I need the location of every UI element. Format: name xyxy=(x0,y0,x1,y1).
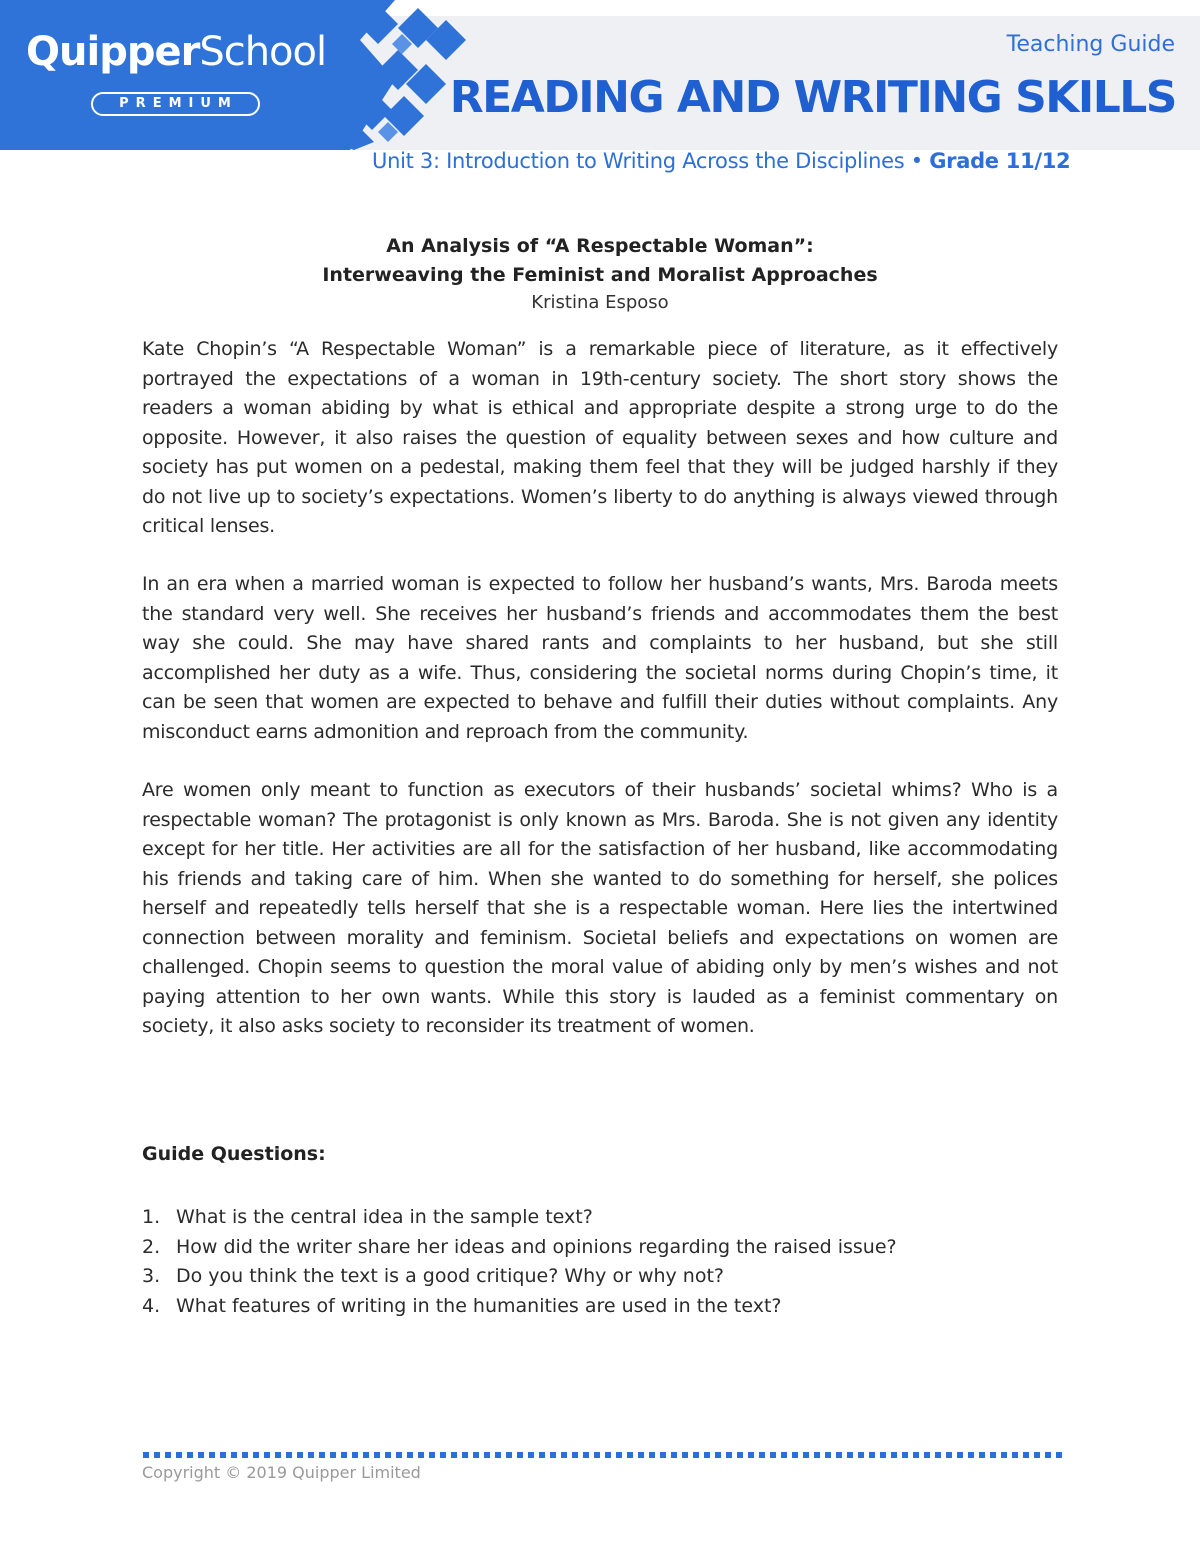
teaching-guide-label: Teaching Guide xyxy=(1006,32,1175,57)
paragraph-3: Are women only meant to function as executors of their husbands’ societal whims? Who is a respectable woman? The protagonist is only known as Mrs. Baroda. She is not given any identity except for her title. Her activities are all for the satisfaction of her husband, like accommodating his friends and taking care of him. When she wanted to do something for herself, she polices herself and repeatedly tells herself that she is a respectable woman. Here lies the intertwined connection between morality and feminism. Societal beliefs and expectations on women are challenged. Chopin seems to question the moral value of abiding only by men’s wishes and not paying attention to her own wants. While this story is lauded as a feminist commentary on society, it also asks society to reconsider its treatment of women. xyxy=(142,779,1058,1037)
subject-title: READING AND WRITING SKILLS xyxy=(449,72,1176,123)
list-item: 4. What features of writing in the humanities are used in the text? xyxy=(142,1294,782,1317)
paragraph-1: Kate Chopin’s “A Respectable Woman” is a remarkable piece of literature, as it effectively portrayed the expectations of a woman in 19th-century society. The short story shows the readers a woman abiding by what is ethical and appropriate despite a strong urge to do the opposite. However, it also raises the question of equality between sexes and how culture and society has put women on a pedestal, making them feel that they will be judged harshly if they do not live up to society’s expectations. Women’s liberty to do anything is always viewed through critical lenses. xyxy=(142,338,1058,537)
unit-line xyxy=(372,149,1142,173)
grade-text: Grade 11/12 xyxy=(929,149,1071,173)
list-item: 2. How did the writer share her ideas and opinions regarding the raised issue? xyxy=(142,1235,897,1258)
article-title-line-2: Interweaving the Feminist and Moralist Approaches xyxy=(322,264,878,286)
quipper-school-logo: QuipperSchool xyxy=(26,29,327,75)
list-item: 1. What is the central idea in the sample text? xyxy=(142,1206,593,1228)
guide-questions-heading: Guide Questions: xyxy=(142,1143,326,1165)
page-header xyxy=(0,0,1200,150)
article-title-line-1: An Analysis of “A Respectable Woman”: xyxy=(386,235,814,257)
list-item: 3. Do you think the text is a good critique? Why or why not? xyxy=(142,1265,725,1287)
premium-badge: PREMIUM xyxy=(91,92,260,116)
article-title xyxy=(0,232,1200,290)
paragraph-2: In an era when a married woman is expected to follow her husband’s wants, Mrs. Baroda meets the standard very well. She receives her husband’s friends and accommodates them the best way she could. She may have shared rants and complaints to her husband, but she still accomplished her duty as a wife. Thus, considering the societal norms during Chopin’s time, it can be seen that women are expected to behave and fulfill their duties without complaints. Any misconduct earns admonition and reproach from the community. xyxy=(142,573,1058,743)
unit-text: Unit 3: Introduction to Writing Across the Disciplines • xyxy=(372,149,930,173)
article-author: Kristina Esposo xyxy=(531,292,669,313)
footer-divider xyxy=(143,1452,1063,1458)
copyright-notice: Copyright © 2019 Quipper Limited xyxy=(142,1463,421,1482)
guide-questions-list xyxy=(142,1203,1042,1321)
